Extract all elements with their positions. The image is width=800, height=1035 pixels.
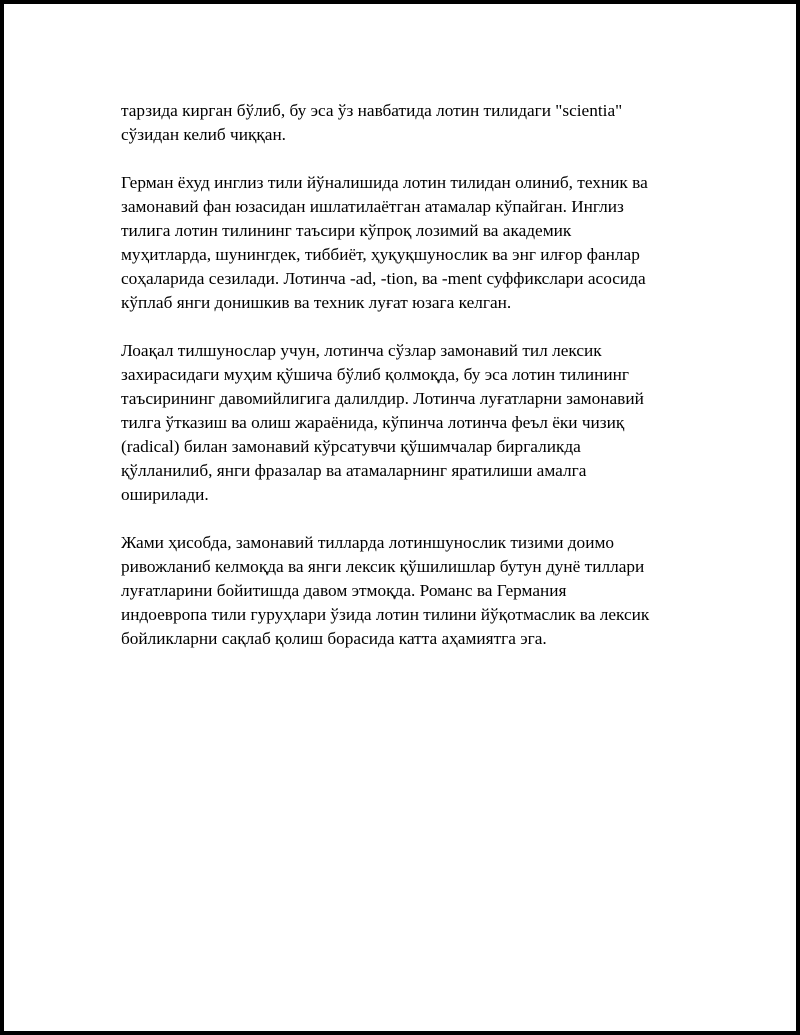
text-line: сўзидан келиб чиққан. <box>121 125 287 144</box>
paragraph-3 <box>121 339 721 507</box>
text-line: тарзида кирган бўлиб, бу эса ўз навбатида лотин тилидаги "scientia" <box>121 101 623 120</box>
text-line: (radical) билан замонавий кўрсатувчи қўшимчалар биргаликда <box>121 437 581 456</box>
text-line: таъсирининг давомийлигига далилдир. Лотинча луғатларни замонавий <box>121 389 644 408</box>
text-line: бойликларни сақлаб қолиш борасида катта аҳамиятга эга. <box>121 629 547 648</box>
text-line: индоевропа тили гуруҳлари ўзида лотин тилини йўқотмаслик ва лексик <box>121 605 650 624</box>
text-line: Герман ёхуд инглиз тили йўналишида лотин тилидан олиниб, техник ва <box>121 173 648 192</box>
document-body <box>121 99 721 675</box>
paragraph-2 <box>121 171 721 315</box>
text-line: кўплаб янги донишкив ва техник луғат юзага келган. <box>121 293 512 312</box>
text-line: соҳаларида сезилади. Лотинча -ad, -tion, ва -ment суффикслари асосида <box>121 269 646 288</box>
text-line: захирасидаги муҳим қўшича бўлиб қолмоқда, бу эса лотин тилининг <box>121 365 629 384</box>
text-line: Лоақал тилшунослар учун, лотинча сўзлар замонавий тил лексик <box>121 341 602 360</box>
paragraph-1 <box>121 99 721 147</box>
text-line: замонавий фан юзасидан ишлатилаётган атамалар кўпайган. Инглиз <box>121 197 624 216</box>
text-line: луғатларини бойитишда давом этмоқда. Романс ва Германия <box>121 581 567 600</box>
text-line: ривожланиб келмоқда ва янги лексик қўшилишлар бутун дунё тиллари <box>121 557 645 576</box>
text-line: муҳитларда, шунингдек, тиббиёт, ҳуқуқшунослик ва энг илғор фанлар <box>121 245 640 264</box>
text-line: оширилади. <box>121 485 209 504</box>
paragraph-4 <box>121 531 721 651</box>
text-line: қўлланилиб, янги фразалар ва атамаларнинг яратилиши амалга <box>121 461 587 480</box>
text-line: тилига лотин тилининг таъсири кўпроқ лозимий ва академик <box>121 221 572 240</box>
text-line: Жами ҳисобда, замонавий тилларда лотиншунослик тизими доимо <box>121 533 615 552</box>
text-line: тилга ўтказиш ва олиш жараёнида, кўпинча лотинча феъл ёки чизиқ <box>121 413 625 432</box>
